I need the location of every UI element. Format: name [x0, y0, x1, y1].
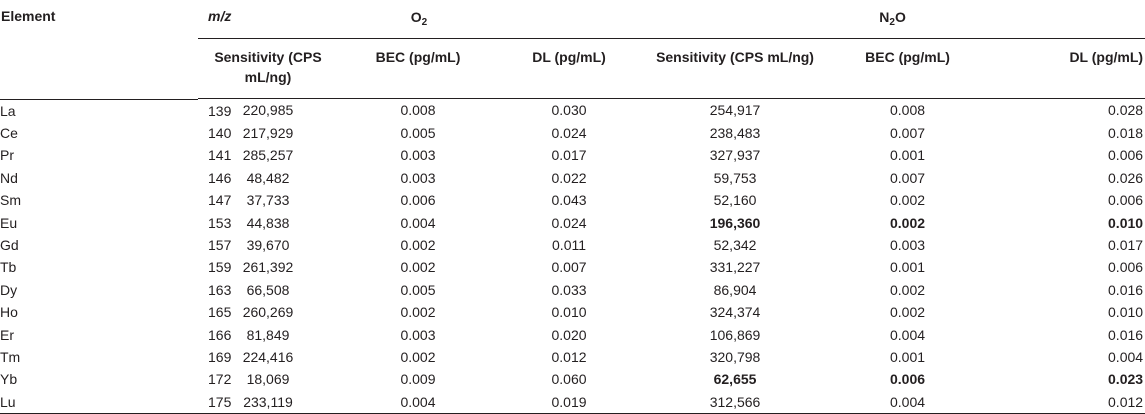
- col-mz-header: [100, 0, 232, 99]
- cell-o2-sensitivity: 260,269: [242, 304, 294, 321]
- cell-mz: 169: [208, 348, 232, 365]
- cell-element: Ho: [0, 304, 18, 321]
- cell-element: Tm: [0, 348, 21, 365]
- cell-n2o-sensitivity: 312,566: [640, 391, 830, 414]
- cell-n2o-sensitivity: 62,655: [713, 371, 757, 388]
- col-element-header: [0, 0, 100, 99]
- cell-o2-bec: 0.004: [338, 391, 498, 414]
- cell-o2-dl: 0.020: [551, 326, 587, 343]
- cell-element: Sm: [0, 192, 21, 209]
- cell-o2-sensitivity: 233,119: [198, 391, 338, 414]
- cell-o2-bec: 0.003: [400, 169, 436, 186]
- cell-o2-dl: 0.024: [551, 214, 587, 231]
- cell-n2o-sensitivity: 320,798: [709, 348, 761, 365]
- cell-n2o-sensitivity: 52,160: [713, 192, 757, 209]
- cell-mz: 140: [208, 125, 232, 142]
- cell-n2o-bec: 0.002: [890, 192, 926, 209]
- cell-o2-dl: 0.033: [551, 281, 587, 298]
- col-mz-label: m/z: [208, 8, 232, 24]
- group-n2o-label-post: O: [894, 9, 906, 25]
- cell-n2o-bec: 0.003: [890, 237, 926, 254]
- cell-o2-sensitivity: 224,416: [242, 348, 294, 365]
- col-n2o-dl-label: DL (pg/mL): [1069, 49, 1144, 65]
- cell-element: Lu: [0, 391, 100, 414]
- cell-n2o-dl: 0.006: [1108, 192, 1144, 209]
- cell-n2o-bec: 0.007: [890, 169, 926, 186]
- cell-n2o-sensitivity: 106,869: [709, 326, 761, 343]
- cell-n2o-sensitivity: 254,917: [709, 102, 761, 119]
- cell-o2-sensitivity: 66,508: [246, 281, 290, 298]
- table-row: [0, 189, 1145, 211]
- col-n2o-bec-label: BEC (pg/mL): [865, 49, 950, 65]
- cell-n2o-sensitivity: 331,227: [709, 259, 761, 276]
- cell-o2-sensitivity: 48,482: [246, 169, 290, 186]
- cell-element: Nd: [0, 169, 18, 186]
- table-row: [0, 211, 1145, 233]
- cell-n2o-sensitivity: 86,904: [713, 281, 757, 298]
- cell-mz: 139: [208, 102, 232, 119]
- cell-mz: 172: [208, 371, 232, 388]
- cell-element: Tb: [0, 259, 17, 276]
- table-row: [0, 234, 1145, 256]
- col-n2o-dl-header: [985, 39, 1145, 99]
- cell-n2o-sensitivity: 59,753: [713, 169, 757, 186]
- cell-mz: 166: [208, 326, 232, 343]
- cell-o2-dl: 0.007: [551, 259, 587, 276]
- cell-n2o-sensitivity: 327,937: [709, 147, 761, 164]
- table-row: [0, 279, 1145, 301]
- cell-element: La: [0, 102, 16, 119]
- cell-o2-sensitivity: 81,849: [246, 326, 290, 343]
- table-row: [0, 301, 1145, 323]
- cell-mz: 153: [208, 214, 232, 231]
- cell-element: Ce: [0, 125, 18, 142]
- col-o2-sensitivity-header: [198, 39, 338, 99]
- cell-o2-bec: 0.002: [400, 304, 436, 321]
- cell-n2o-dl: 0.017: [1108, 237, 1144, 254]
- table-row: [0, 346, 1145, 368]
- cell-n2o-bec: 0.004: [830, 391, 985, 414]
- col-n2o-bec-header: [830, 39, 985, 99]
- cell-o2-dl: 0.011: [552, 237, 587, 254]
- cell-n2o-sensitivity: 324,374: [709, 304, 761, 321]
- table-row: [0, 144, 1145, 166]
- cell-o2-dl: 0.022: [551, 169, 587, 186]
- cell-o2-sensitivity: 220,985: [242, 102, 294, 119]
- cell-n2o-bec: 0.002: [890, 304, 926, 321]
- table-row: [0, 323, 1145, 345]
- col-element-label: Element: [1, 8, 56, 24]
- cell-n2o-bec: 0.008: [890, 102, 926, 119]
- cell-n2o-dl: 0.012: [985, 391, 1145, 414]
- cell-n2o-dl: 0.006: [1108, 259, 1144, 276]
- cell-n2o-bec: 0.007: [890, 125, 926, 142]
- cell-o2-bec: 0.003: [400, 147, 436, 164]
- cell-o2-bec: 0.004: [400, 214, 436, 231]
- cell-n2o-dl: 0.023: [1108, 371, 1144, 388]
- cell-o2-sensitivity: 44,838: [246, 214, 290, 231]
- cell-o2-bec: 0.009: [400, 371, 436, 388]
- table-row: [0, 99, 1145, 122]
- cell-element: Dy: [0, 281, 18, 298]
- col-n2o-sensitivity-label: Sensitivity (CPS mL/ng): [656, 49, 814, 65]
- cell-o2-dl: 0.024: [551, 125, 587, 142]
- cell-mz: 147: [208, 192, 232, 209]
- col-o2-dl-header: [498, 39, 640, 99]
- cell-n2o-bec: 0.001: [890, 348, 926, 365]
- cell-o2-dl: 0.017: [551, 147, 587, 164]
- cell-element: Eu: [0, 214, 18, 231]
- cell-o2-dl: 0.030: [551, 102, 587, 119]
- cell-o2-sensitivity: 18,069: [246, 371, 290, 388]
- cell-o2-sensitivity: 285,257: [242, 147, 294, 164]
- cell-n2o-bec: 0.002: [890, 281, 926, 298]
- cell-n2o-dl: 0.004: [1108, 348, 1144, 365]
- cell-n2o-sensitivity: 52,342: [713, 237, 757, 254]
- table-body: [0, 99, 1145, 413]
- cell-o2-bec: 0.002: [400, 259, 436, 276]
- cell-n2o-dl: 0.006: [1108, 147, 1144, 164]
- cell-n2o-bec: 0.006: [890, 371, 926, 388]
- col-o2-bec-label: BEC (pg/mL): [375, 49, 461, 65]
- col-o2-bec-header: [338, 39, 498, 99]
- cell-o2-bec: 0.002: [400, 348, 436, 365]
- cell-n2o-bec: 0.004: [890, 326, 926, 343]
- group-o2-label: O: [410, 9, 422, 25]
- table-row: [0, 256, 1145, 278]
- table-row: [0, 122, 1145, 144]
- cell-mz: 163: [208, 281, 232, 298]
- cell-n2o-sensitivity: 196,360: [709, 214, 761, 231]
- cell-o2-dl: 0.012: [551, 348, 587, 365]
- group-n2o-header: [640, 0, 1145, 39]
- cell-n2o-dl: 0.010: [1108, 214, 1144, 231]
- cell-o2-sensitivity: 261,392: [242, 259, 294, 276]
- cell-o2-bec: 0.003: [400, 326, 436, 343]
- cell-o2-sensitivity: 37,733: [246, 192, 290, 209]
- col-n2o-sensitivity-header: [640, 39, 830, 99]
- cell-n2o-dl: 0.016: [1108, 281, 1144, 298]
- cell-o2-sensitivity: 217,929: [242, 125, 294, 142]
- cell-n2o-dl: 0.016: [1108, 326, 1144, 343]
- cell-n2o-dl: 0.026: [1108, 169, 1144, 186]
- table-header: [0, 0, 1145, 99]
- cell-o2-bec: 0.005: [400, 281, 436, 298]
- table-row: [0, 167, 1145, 189]
- group-n2o-label-pre: N: [879, 9, 890, 25]
- cell-mz: 175: [100, 391, 198, 414]
- cell-element: Pr: [0, 147, 14, 164]
- cell-element: Er: [0, 326, 14, 343]
- cell-element: Yb: [0, 371, 18, 388]
- group-o2-header: [198, 0, 640, 39]
- cell-o2-bec: 0.006: [400, 192, 436, 209]
- cell-n2o-bec: 0.001: [890, 147, 926, 164]
- cell-mz: 146: [208, 169, 232, 186]
- cell-o2-dl: 0.060: [551, 371, 587, 388]
- cell-o2-dl: 0.019: [498, 391, 640, 414]
- cell-o2-sensitivity: 39,670: [246, 237, 290, 254]
- col-o2-dl-label: DL (pg/mL): [532, 49, 606, 65]
- cell-o2-bec: 0.008: [400, 102, 436, 119]
- table-row: [0, 368, 1145, 390]
- cell-n2o-dl: 0.010: [1108, 304, 1144, 321]
- cell-mz: 159: [208, 259, 232, 276]
- group-n2o-subscript: 2: [889, 17, 895, 28]
- cell-o2-dl: 0.043: [551, 192, 587, 209]
- group-o2-subscript: 2: [421, 17, 428, 28]
- cell-o2-bec: 0.002: [400, 237, 436, 254]
- cell-mz: 165: [208, 304, 232, 321]
- cell-o2-dl: 0.010: [551, 304, 587, 321]
- table-row: [0, 391, 1145, 414]
- cell-n2o-dl: 0.018: [1108, 125, 1144, 142]
- cell-mz: 141: [208, 147, 232, 164]
- col-o2-sensitivity-label: Sensitivity (CPS mL/ng): [214, 49, 322, 85]
- cell-o2-bec: 0.005: [400, 125, 436, 142]
- header-row-groups: [0, 0, 1145, 39]
- cell-n2o-bec: 0.002: [890, 214, 926, 231]
- cell-n2o-bec: 0.001: [890, 259, 926, 276]
- cell-element: Gd: [0, 237, 19, 254]
- cell-n2o-dl: 0.028: [1108, 102, 1144, 119]
- cell-n2o-sensitivity: 238,483: [709, 125, 761, 142]
- cell-mz: 157: [208, 237, 232, 254]
